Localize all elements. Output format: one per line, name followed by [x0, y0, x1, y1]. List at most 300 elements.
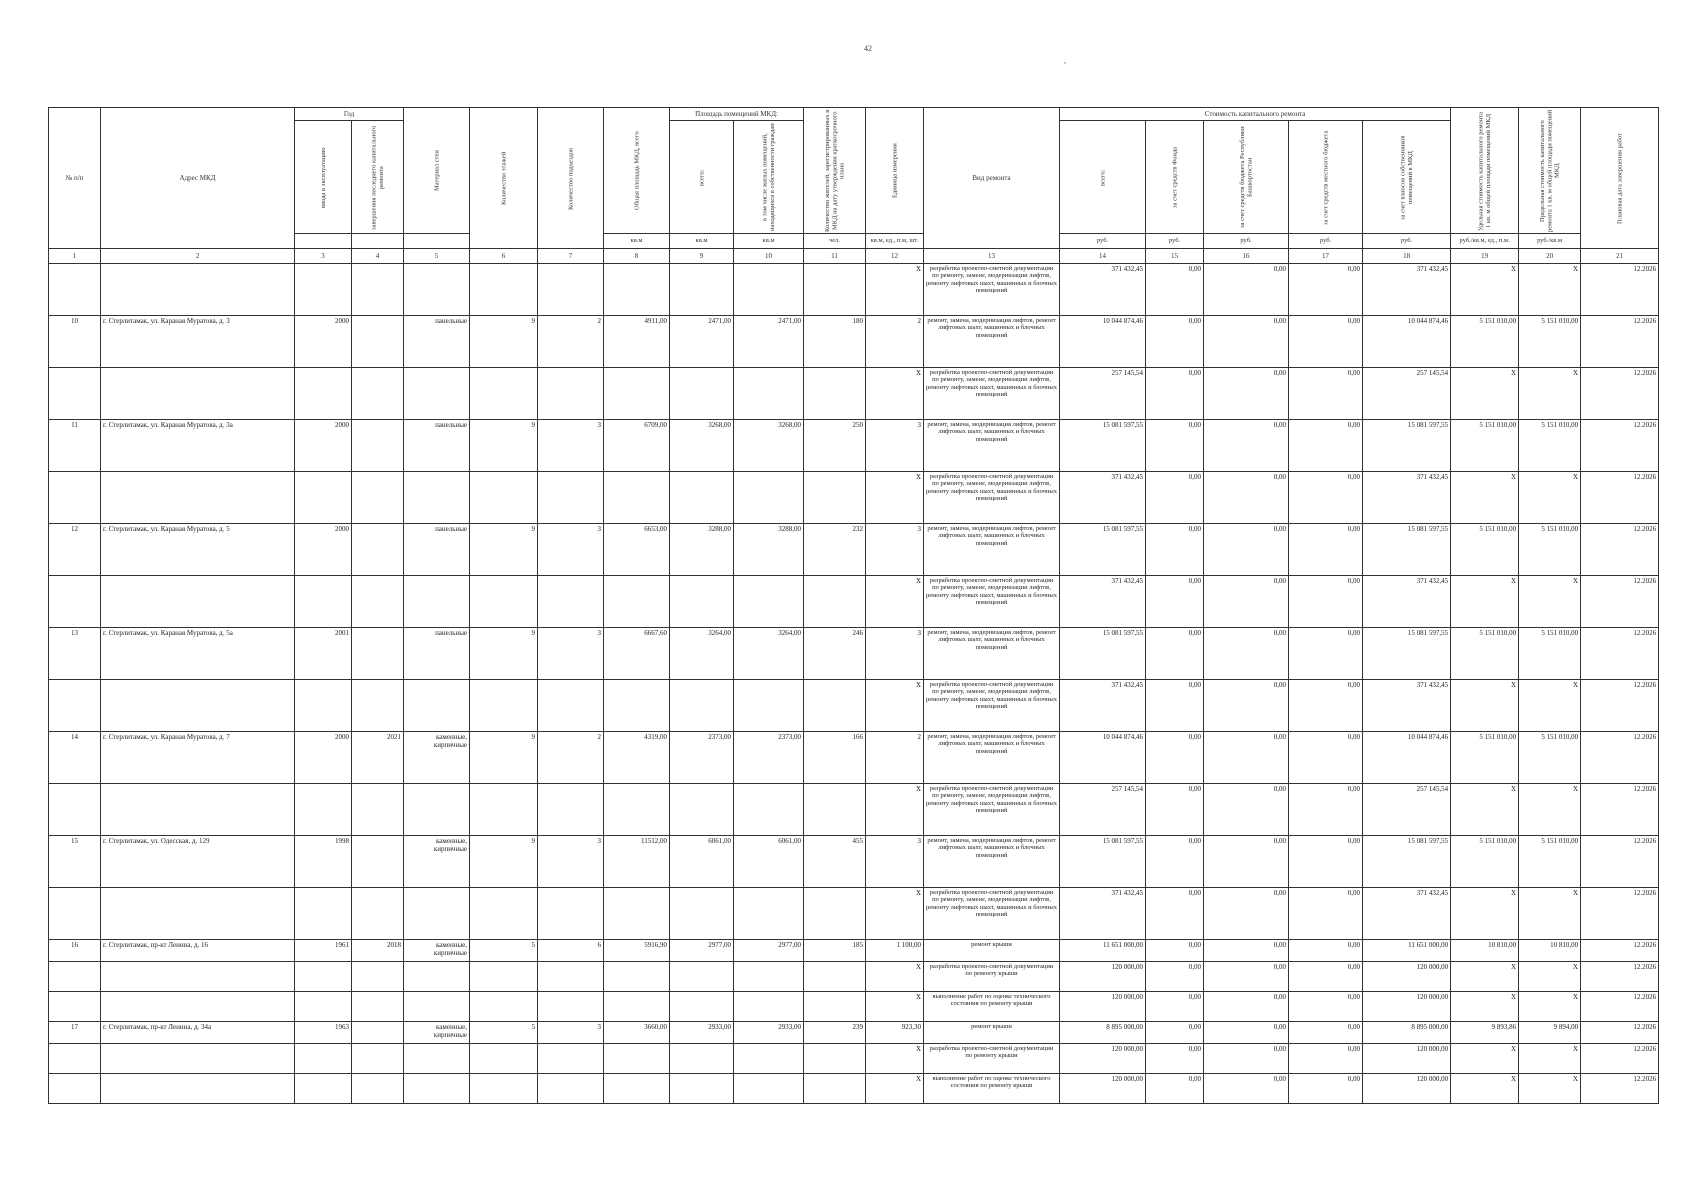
- cell-unit-cost: X: [1451, 888, 1519, 940]
- cell-address: [101, 1074, 295, 1104]
- cell-work-type: разработка проектно-сметной документации по ремонту крыши: [924, 1044, 1060, 1074]
- cell-quantity: X: [866, 1044, 924, 1074]
- cell-limit-cost: X: [1519, 368, 1581, 420]
- cell-cost-fund: 0,00: [1146, 680, 1204, 732]
- header-unit-cost: Удельная стоимость капитального ремонта 1 кв. м общей площади помещений МКД: [1451, 108, 1519, 234]
- cell-floors: 9: [470, 836, 538, 888]
- cell-cost-rb: 0,00: [1204, 992, 1289, 1022]
- header-premises-total: всего:: [670, 121, 734, 234]
- cell-cost-rb: 0,00: [1204, 1074, 1289, 1104]
- column-number: 9: [670, 249, 734, 264]
- cell-year-commission: [295, 1044, 352, 1074]
- cell-residents: 166: [804, 732, 866, 784]
- cell-plan-date: 12.2026: [1581, 1044, 1659, 1074]
- cell-address: [101, 472, 295, 524]
- cell-quantity: 923,30: [866, 1022, 924, 1044]
- cell-year-last-repair: [352, 316, 404, 368]
- cell-work-type: ремонт, замена, модернизация лифтов, ремонт лифтовых шахт, машинных и блочных помещений: [924, 316, 1060, 368]
- cell-residents: 232: [804, 524, 866, 576]
- cell-residents: [804, 962, 866, 992]
- cell-cost-local: 0,00: [1289, 420, 1363, 472]
- cell-cost-total: 10 044 874,46: [1060, 316, 1146, 368]
- cell-unit-cost: 9 893,86: [1451, 1022, 1519, 1044]
- cell-row-number: [49, 888, 101, 940]
- cell-residents: 180: [804, 316, 866, 368]
- cell-cost-fund: 0,00: [1146, 368, 1204, 420]
- column-number: 10: [734, 249, 804, 264]
- cell-cost-rb: 0,00: [1204, 784, 1289, 836]
- cell-quantity: X: [866, 962, 924, 992]
- cell-cost-fund: 0,00: [1146, 316, 1204, 368]
- cell-limit-cost: X: [1519, 472, 1581, 524]
- cell-plan-date: 12.2026: [1581, 472, 1659, 524]
- cell-total-area: 11512,00: [604, 836, 670, 888]
- header-cost-local: за счет средств местного бюджета: [1289, 121, 1363, 234]
- cell-year-last-repair: [352, 836, 404, 888]
- cell-cost-local: 0,00: [1289, 962, 1363, 992]
- cell-cost-rb: 0,00: [1204, 1022, 1289, 1044]
- column-number: 16: [1204, 249, 1289, 264]
- header-unit: Единица измерения: [866, 108, 924, 234]
- cell-row-number: 13: [49, 628, 101, 680]
- cell-cost-total: 15 081 597,55: [1060, 524, 1146, 576]
- cell-entrances: 3: [538, 836, 604, 888]
- column-number: 2: [101, 249, 295, 264]
- cell-owned-area: 2977,00: [734, 940, 804, 962]
- column-number: 14: [1060, 249, 1146, 264]
- cell-work-type: ремонт, замена, модернизация лифтов, ремонт лифтовых шахт, машинных и блочных помещений: [924, 524, 1060, 576]
- cell-row-number: [49, 264, 101, 316]
- cell-owned-area: 2933,00: [734, 1022, 804, 1044]
- cell-quantity: X: [866, 784, 924, 836]
- cell-premises-area: 2471,00: [670, 316, 734, 368]
- cell-cost-total: 371 432,45: [1060, 472, 1146, 524]
- cell-year-last-repair: [352, 680, 404, 732]
- cell-cost-local: 0,00: [1289, 732, 1363, 784]
- cell-premises-area: 2933,00: [670, 1022, 734, 1044]
- cell-year-last-repair: [352, 1044, 404, 1074]
- cell-address: [101, 576, 295, 628]
- table-row: [49, 576, 1659, 628]
- cell-cost-local: 0,00: [1289, 264, 1363, 316]
- cell-year-commission: [295, 1074, 352, 1104]
- cell-cost-fund: 0,00: [1146, 1022, 1204, 1044]
- cell-cost-fund: 0,00: [1146, 962, 1204, 992]
- table-row: [49, 420, 1659, 472]
- table-row: [49, 524, 1659, 576]
- cell-cost-local: 0,00: [1289, 1074, 1363, 1104]
- cell-row-number: 15: [49, 836, 101, 888]
- cell-year-commission: 2000: [295, 420, 352, 472]
- unit-limit-cost: руб./кв.м: [1519, 234, 1581, 249]
- cell-limit-cost: 5 151 010,00: [1519, 836, 1581, 888]
- cell-owned-area: [734, 472, 804, 524]
- cell-unit-cost: X: [1451, 472, 1519, 524]
- cell-work-type: ремонт крыши: [924, 1022, 1060, 1044]
- cell-cost-local: 0,00: [1289, 680, 1363, 732]
- cell-owned-area: 2471,00: [734, 316, 804, 368]
- cell-cost-total: 120 000,00: [1060, 992, 1146, 1022]
- cell-total-area: [604, 368, 670, 420]
- cell-year-last-repair: 2018: [352, 940, 404, 962]
- cell-floors: [470, 264, 538, 316]
- cell-entrances: [538, 784, 604, 836]
- cell-cost-local: 0,00: [1289, 524, 1363, 576]
- cell-row-number: 16: [49, 940, 101, 962]
- cell-premises-area: [670, 1044, 734, 1074]
- cell-limit-cost: X: [1519, 784, 1581, 836]
- cell-premises-area: [670, 576, 734, 628]
- cell-entrances: [538, 264, 604, 316]
- cell-unit-cost: X: [1451, 264, 1519, 316]
- cell-cost-fund: 0,00: [1146, 420, 1204, 472]
- cell-residents: [804, 472, 866, 524]
- table-row: [49, 1022, 1659, 1044]
- cell-unit-cost: X: [1451, 992, 1519, 1022]
- cell-row-number: [49, 1044, 101, 1074]
- header-cost-rb: за счет средств бюджета Республики Башкортостан: [1204, 121, 1289, 234]
- cell-work-type: разработка проектно-сметной документации по ремонту, замене, модернизации лифтов, ремонту лифтовых шахт, машинных и блочных помещений: [924, 368, 1060, 420]
- cell-address: [101, 888, 295, 940]
- column-number: 11: [804, 249, 866, 264]
- table-row: [49, 1074, 1659, 1104]
- header-n: № п/п: [49, 108, 101, 249]
- cell-cost-rb: 0,00: [1204, 368, 1289, 420]
- cell-walls: [404, 472, 470, 524]
- column-number: 7: [538, 249, 604, 264]
- cell-walls: [404, 680, 470, 732]
- cell-walls: [404, 784, 470, 836]
- header-cost-fund: за счет средств Фонда: [1146, 121, 1204, 234]
- cell-owned-area: [734, 962, 804, 992]
- cell-walls: панельные: [404, 316, 470, 368]
- cell-row-number: 17: [49, 1022, 101, 1044]
- cell-residents: 455: [804, 836, 866, 888]
- cell-cost-owners: 15 081 597,55: [1363, 420, 1451, 472]
- cell-year-commission: [295, 472, 352, 524]
- cell-cost-owners: 257 145,54: [1363, 368, 1451, 420]
- cell-row-number: [49, 962, 101, 992]
- cell-address: [101, 992, 295, 1022]
- table-row: [49, 992, 1659, 1022]
- cell-cost-fund: 0,00: [1146, 472, 1204, 524]
- cell-premises-area: 3264,00: [670, 628, 734, 680]
- cell-floors: 9: [470, 316, 538, 368]
- cell-unit-cost: 5 151 010,00: [1451, 524, 1519, 576]
- cell-work-type: ремонт крыши: [924, 940, 1060, 962]
- cell-entrances: [538, 472, 604, 524]
- table-row: [49, 628, 1659, 680]
- cell-cost-total: 371 432,45: [1060, 888, 1146, 940]
- cell-walls: [404, 888, 470, 940]
- header-cost-owners: за счет взносов собственников помещений в МКД: [1363, 121, 1451, 234]
- column-number: 13: [924, 249, 1060, 264]
- cell-walls: каменные, кирпичные: [404, 940, 470, 962]
- cell-cost-owners: 15 081 597,55: [1363, 524, 1451, 576]
- cell-unit-cost: X: [1451, 1044, 1519, 1074]
- cell-floors: [470, 992, 538, 1022]
- cell-year-commission: [295, 962, 352, 992]
- cell-unit-cost: 5 151 010,00: [1451, 836, 1519, 888]
- cell-work-type: разработка проектно-сметной документации по ремонту, замене, модернизации лифтов, ремонту лифтовых шахт, машинных и блочных помещений: [924, 888, 1060, 940]
- cell-cost-total: 371 432,45: [1060, 680, 1146, 732]
- header-total-area: Общая площадь МКД, всего: [604, 108, 670, 234]
- cell-premises-area: [670, 680, 734, 732]
- cell-work-type: разработка проектно-сметной документации по ремонту, замене, модернизации лифтов, ремонту лифтовых шахт, машинных и блочных помещений: [924, 576, 1060, 628]
- cell-address: г. Стерлитамак, ул. Одесская, д. 129: [101, 836, 295, 888]
- cell-total-area: 6667,60: [604, 628, 670, 680]
- cell-row-number: [49, 1074, 101, 1104]
- cell-premises-area: 3288,00: [670, 524, 734, 576]
- cell-limit-cost: 5 151 010,00: [1519, 628, 1581, 680]
- cell-residents: 250: [804, 420, 866, 472]
- capital-repair-table: [48, 107, 1659, 1104]
- cell-unit-cost: 5 151 010,00: [1451, 316, 1519, 368]
- cell-entrances: 3: [538, 628, 604, 680]
- cell-floors: [470, 472, 538, 524]
- unit-rub-15: руб.: [1146, 234, 1204, 249]
- cell-cost-local: 0,00: [1289, 940, 1363, 962]
- cell-floors: 9: [470, 420, 538, 472]
- cell-plan-date: 12.2026: [1581, 264, 1659, 316]
- cell-quantity: X: [866, 992, 924, 1022]
- cell-floors: [470, 962, 538, 992]
- cell-year-commission: [295, 888, 352, 940]
- cell-plan-date: 12.2026: [1581, 940, 1659, 962]
- cell-limit-cost: 9 894,00: [1519, 1022, 1581, 1044]
- cell-work-type: разработка проектно-сметной документации по ремонту, замене, модернизации лифтов, ремонту лифтовых шахт, машинных и блочных помещений: [924, 264, 1060, 316]
- cell-owned-area: [734, 576, 804, 628]
- cell-premises-area: 3268,00: [670, 420, 734, 472]
- cell-owned-area: [734, 888, 804, 940]
- cell-year-commission: [295, 784, 352, 836]
- cell-cost-fund: 0,00: [1146, 940, 1204, 962]
- cell-work-type: разработка проектно-сметной документации по ремонту крыши: [924, 962, 1060, 992]
- cell-owned-area: [734, 1044, 804, 1074]
- cell-total-area: 6709,00: [604, 420, 670, 472]
- cell-quantity: 3: [866, 524, 924, 576]
- cell-limit-cost: X: [1519, 992, 1581, 1022]
- cell-year-commission: [295, 576, 352, 628]
- cell-walls: [404, 576, 470, 628]
- cell-address: г. Стерлитамак, ул. Караная Муратова, д. 5а: [101, 628, 295, 680]
- cell-owned-area: 3288,00: [734, 524, 804, 576]
- cell-plan-date: 12.2026: [1581, 732, 1659, 784]
- cell-owned-area: 6061,00: [734, 836, 804, 888]
- cell-cost-rb: 0,00: [1204, 576, 1289, 628]
- cell-cost-rb: 0,00: [1204, 940, 1289, 962]
- table-row: [49, 888, 1659, 940]
- cell-total-area: [604, 680, 670, 732]
- cell-plan-date: 12.2026: [1581, 784, 1659, 836]
- cell-owned-area: [734, 784, 804, 836]
- cell-year-last-repair: [352, 576, 404, 628]
- table-row: [49, 962, 1659, 992]
- cell-plan-date: 12.2026: [1581, 524, 1659, 576]
- cell-entrances: [538, 1074, 604, 1104]
- cell-plan-date: 12.2026: [1581, 962, 1659, 992]
- cell-entrances: 6: [538, 940, 604, 962]
- header-cost-group: Стоимость капитального ремонта: [1060, 108, 1451, 121]
- cell-cost-fund: 0,00: [1146, 888, 1204, 940]
- unit-area-premises: кв.м: [670, 234, 734, 249]
- cell-work-type: ремонт, замена, модернизация лифтов, ремонт лифтовых шахт, машинных и блочных помещений: [924, 836, 1060, 888]
- cell-cost-total: 11 651 000,00: [1060, 940, 1146, 962]
- cell-year-commission: [295, 680, 352, 732]
- cell-work-type: ремонт, замена, модернизация лифтов, ремонт лифтовых шахт, машинных и блочных помещений: [924, 628, 1060, 680]
- cell-cost-local: 0,00: [1289, 576, 1363, 628]
- cell-walls: [404, 368, 470, 420]
- cell-walls: [404, 992, 470, 1022]
- cell-unit-cost: 5 151 010,00: [1451, 628, 1519, 680]
- cell-cost-owners: 120 000,00: [1363, 1044, 1451, 1074]
- cell-floors: [470, 1074, 538, 1104]
- cell-work-type: разработка проектно-сметной документации по ремонту, замене, модернизации лифтов, ремонту лифтовых шахт, машинных и блочных помещений: [924, 784, 1060, 836]
- cell-premises-area: [670, 368, 734, 420]
- cell-row-number: 12: [49, 524, 101, 576]
- cell-entrances: [538, 680, 604, 732]
- cell-year-last-repair: [352, 992, 404, 1022]
- cell-cost-rb: 0,00: [1204, 680, 1289, 732]
- cell-residents: [804, 784, 866, 836]
- cell-premises-area: [670, 962, 734, 992]
- column-numbers-row: [49, 249, 1659, 264]
- cell-year-last-repair: [352, 962, 404, 992]
- cell-entrances: 3: [538, 420, 604, 472]
- table-row: [49, 732, 1659, 784]
- header-premises-owned: в том числе жилых помещений, находящихся в собственности граждан: [734, 121, 804, 234]
- cell-owned-area: [734, 264, 804, 316]
- cell-floors: 5: [470, 940, 538, 962]
- cell-floors: [470, 784, 538, 836]
- cell-cost-fund: 0,00: [1146, 264, 1204, 316]
- cell-limit-cost: X: [1519, 1044, 1581, 1074]
- cell-total-area: 3660,00: [604, 1022, 670, 1044]
- cell-cost-rb: 0,00: [1204, 732, 1289, 784]
- table-row: [49, 680, 1659, 732]
- column-number: 5: [404, 249, 470, 264]
- table-row: [49, 472, 1659, 524]
- table-row: [49, 368, 1659, 420]
- cell-cost-total: 15 081 597,55: [1060, 420, 1146, 472]
- cell-year-last-repair: [352, 368, 404, 420]
- cell-cost-fund: 0,00: [1146, 524, 1204, 576]
- cell-premises-area: [670, 1074, 734, 1104]
- cell-unit-cost: 5 151 010,00: [1451, 420, 1519, 472]
- cell-cost-local: 0,00: [1289, 1044, 1363, 1074]
- column-number: 19: [1451, 249, 1519, 264]
- cell-premises-area: 6061,00: [670, 836, 734, 888]
- cell-owned-area: [734, 1074, 804, 1104]
- cell-cost-total: 10 044 874,46: [1060, 732, 1146, 784]
- cell-quantity: X: [866, 1074, 924, 1104]
- column-number: 17: [1289, 249, 1363, 264]
- column-number: 4: [352, 249, 404, 264]
- cell-row-number: [49, 472, 101, 524]
- cell-premises-area: [670, 784, 734, 836]
- cell-unit-cost: 5 151 010,00: [1451, 732, 1519, 784]
- cell-year-commission: 2000: [295, 732, 352, 784]
- cell-year-commission: 1998: [295, 836, 352, 888]
- cell-plan-date: 12.2026: [1581, 836, 1659, 888]
- cell-year-commission: [295, 368, 352, 420]
- cell-limit-cost: 5 151 010,00: [1519, 316, 1581, 368]
- cell-plan-date: 12.2026: [1581, 888, 1659, 940]
- cell-work-type: разработка проектно-сметной документации по ремонту, замене, модернизации лифтов, ремонту лифтовых шахт, машинных и блочных помещений: [924, 472, 1060, 524]
- cell-address: [101, 264, 295, 316]
- cell-year-commission: 2001: [295, 628, 352, 680]
- cell-cost-local: 0,00: [1289, 472, 1363, 524]
- cell-premises-area: 2977,00: [670, 940, 734, 962]
- cell-residents: [804, 368, 866, 420]
- cell-unit-cost: X: [1451, 576, 1519, 628]
- cell-floors: 9: [470, 524, 538, 576]
- cell-quantity: 1 100,00: [866, 940, 924, 962]
- cell-premises-area: [670, 472, 734, 524]
- cell-entrances: [538, 962, 604, 992]
- cell-quantity: X: [866, 576, 924, 628]
- cell-quantity: X: [866, 888, 924, 940]
- cell-year-commission: [295, 992, 352, 1022]
- cell-row-number: 11: [49, 420, 101, 472]
- cell-cost-rb: 0,00: [1204, 472, 1289, 524]
- cell-walls: панельные: [404, 420, 470, 472]
- cell-cost-local: 0,00: [1289, 888, 1363, 940]
- cell-total-area: [604, 888, 670, 940]
- cell-total-area: [604, 1044, 670, 1074]
- cell-owned-area: 2373,00: [734, 732, 804, 784]
- cell-cost-rb: 0,00: [1204, 836, 1289, 888]
- header-limit-cost: Предельная стоимость капитального ремонта 1 кв. м общей площади помещений МКД: [1519, 108, 1581, 234]
- cell-cost-owners: 257 145,54: [1363, 784, 1451, 836]
- cell-year-last-repair: [352, 420, 404, 472]
- cell-limit-cost: 5 151 010,00: [1519, 420, 1581, 472]
- cell-cost-owners: 11 651 000,00: [1363, 940, 1451, 962]
- cell-cost-owners: 8 895 000,00: [1363, 1022, 1451, 1044]
- cell-residents: [804, 576, 866, 628]
- cell-quantity: 3: [866, 836, 924, 888]
- cell-cost-rb: 0,00: [1204, 1044, 1289, 1074]
- table-body: [49, 264, 1659, 1104]
- cell-year-commission: 2000: [295, 316, 352, 368]
- table-row: [49, 264, 1659, 316]
- cell-year-last-repair: [352, 1022, 404, 1044]
- cell-cost-total: 8 895 000,00: [1060, 1022, 1146, 1044]
- cell-floors: [470, 888, 538, 940]
- cell-total-area: 4319,00: [604, 732, 670, 784]
- cell-cost-local: 0,00: [1289, 368, 1363, 420]
- cell-row-number: [49, 992, 101, 1022]
- cell-year-commission: 1963: [295, 1022, 352, 1044]
- cell-plan-date: 12.2026: [1581, 576, 1659, 628]
- cell-year-last-repair: [352, 472, 404, 524]
- column-number: 21: [1581, 249, 1659, 264]
- cell-work-type: выполнение работ по оценке технического состояния по ремонту крыши: [924, 1074, 1060, 1104]
- page-number: 42: [864, 44, 872, 53]
- cell-cost-fund: 0,00: [1146, 1074, 1204, 1104]
- cell-total-area: [604, 264, 670, 316]
- cell-year-last-repair: [352, 1074, 404, 1104]
- cell-entrances: 3: [538, 524, 604, 576]
- unit-measure: кв.м, ед., п.м, шт.: [866, 234, 924, 249]
- cell-plan-date: 12.2026: [1581, 992, 1659, 1022]
- cell-year-last-repair: 2021: [352, 732, 404, 784]
- cell-address: г. Стерлитамак, ул. Караная Муратова, д. 3а: [101, 420, 295, 472]
- cell-quantity: X: [866, 680, 924, 732]
- cell-entrances: 2: [538, 316, 604, 368]
- cell-cost-owners: 120 000,00: [1363, 962, 1451, 992]
- cell-cost-rb: 0,00: [1204, 524, 1289, 576]
